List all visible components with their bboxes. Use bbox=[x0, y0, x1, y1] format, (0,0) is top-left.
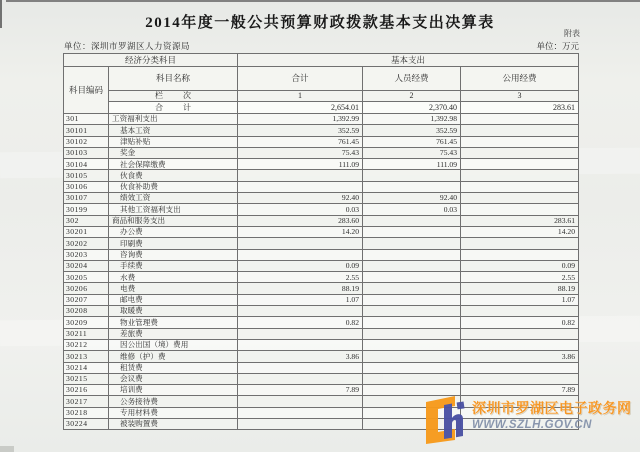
grand-total-row bbox=[64, 102, 579, 114]
personnel-cell bbox=[363, 373, 461, 384]
grand-total-sum: 2,654.01 bbox=[238, 102, 363, 114]
public-cell bbox=[461, 306, 579, 317]
subject-code-cell: 30203 bbox=[64, 249, 109, 260]
total-cell bbox=[238, 249, 363, 260]
subject-name-cell: 会议费 bbox=[109, 373, 238, 384]
column-index-3: 3 bbox=[461, 91, 579, 102]
subject-code-cell: 30106 bbox=[64, 181, 109, 192]
public-column-header: 公用经费 bbox=[461, 67, 579, 91]
subject-name-cell: 其他工资福利支出 bbox=[109, 204, 238, 215]
subject-name-cell: 手续费 bbox=[109, 260, 238, 271]
subject-code-cell: 30224 bbox=[64, 419, 109, 430]
total-cell: 0.82 bbox=[238, 317, 363, 328]
total-cell bbox=[238, 170, 363, 181]
column-index-2: 2 bbox=[363, 91, 461, 102]
total-cell bbox=[238, 407, 363, 418]
total-cell: 111.09 bbox=[238, 159, 363, 170]
public-cell bbox=[461, 204, 579, 215]
public-cell bbox=[461, 373, 579, 384]
subject-code-cell: 301 bbox=[64, 114, 109, 125]
table-row bbox=[64, 193, 579, 204]
subject-code-header: 科目编码 bbox=[64, 67, 109, 114]
personnel-cell bbox=[363, 351, 461, 362]
grand-total-label: 合 计 bbox=[109, 102, 238, 114]
column-index-label: 栏 次 bbox=[109, 91, 238, 102]
watermark-site-name: 深圳市罗湖区电子政务网 bbox=[472, 400, 632, 416]
table-row bbox=[64, 215, 579, 226]
personnel-cell bbox=[363, 260, 461, 271]
total-cell bbox=[238, 328, 363, 339]
public-cell bbox=[461, 181, 579, 192]
personnel-cell bbox=[363, 238, 461, 249]
personnel-column-header: 人员经费 bbox=[363, 67, 461, 91]
subject-name-cell: 取暖费 bbox=[109, 306, 238, 317]
total-cell: 283.60 bbox=[238, 215, 363, 226]
public-cell bbox=[461, 170, 579, 181]
total-cell bbox=[238, 373, 363, 384]
total-cell bbox=[238, 238, 363, 249]
subject-name-cell: 被装购置费 bbox=[109, 419, 238, 430]
subject-code-cell: 30201 bbox=[64, 226, 109, 237]
subject-name-cell: 因公出国（境）费用 bbox=[109, 339, 238, 350]
personnel-cell bbox=[363, 215, 461, 226]
table-row bbox=[64, 114, 579, 125]
subject-name-cell: 社会保障缴费 bbox=[109, 159, 238, 170]
public-cell: 88.19 bbox=[461, 283, 579, 294]
total-cell: 75.43 bbox=[238, 147, 363, 158]
table-body bbox=[64, 114, 579, 430]
scan-edge-top bbox=[6, 0, 640, 2]
table-row bbox=[64, 294, 579, 305]
personnel-cell bbox=[363, 226, 461, 237]
personnel-cell: 0.03 bbox=[363, 204, 461, 215]
personnel-cell bbox=[363, 170, 461, 181]
subject-code-cell: 30206 bbox=[64, 283, 109, 294]
personnel-cell bbox=[363, 339, 461, 350]
subject-name-cell: 津贴补贴 bbox=[109, 136, 238, 147]
watermark-site-url: WWW.SZLH.GOV.CN bbox=[472, 419, 592, 431]
subject-code-cell: 30211 bbox=[64, 328, 109, 339]
subject-name-cell: 印刷费 bbox=[109, 238, 238, 249]
grand-total-personnel: 2,370.40 bbox=[363, 102, 461, 114]
total-cell bbox=[238, 362, 363, 373]
personnel-cell bbox=[363, 181, 461, 192]
total-cell: 0.03 bbox=[238, 204, 363, 215]
site-watermark bbox=[422, 392, 640, 446]
personnel-cell: 352.59 bbox=[363, 125, 461, 136]
table-header-row bbox=[64, 67, 579, 91]
subject-code-cell: 30103 bbox=[64, 147, 109, 158]
subject-name-cell: 基本工资 bbox=[109, 125, 238, 136]
subject-code-cell: 30199 bbox=[64, 204, 109, 215]
subject-name-cell: 奖金 bbox=[109, 147, 238, 158]
total-cell: 0.09 bbox=[238, 260, 363, 271]
table-row bbox=[64, 226, 579, 237]
public-cell: 283.61 bbox=[461, 215, 579, 226]
subject-name-cell: 邮电费 bbox=[109, 294, 238, 305]
table-row bbox=[64, 147, 579, 158]
subject-code-cell: 30208 bbox=[64, 306, 109, 317]
table-row bbox=[64, 181, 579, 192]
subject-code-cell: 30102 bbox=[64, 136, 109, 147]
column-index-row bbox=[64, 91, 579, 102]
public-cell bbox=[461, 147, 579, 158]
public-cell: 2.55 bbox=[461, 272, 579, 283]
subject-code-cell: 30218 bbox=[64, 407, 109, 418]
total-cell bbox=[238, 339, 363, 350]
total-cell: 7.89 bbox=[238, 385, 363, 396]
column-index-1: 1 bbox=[238, 91, 363, 102]
total-cell: 3.86 bbox=[238, 351, 363, 362]
public-cell bbox=[461, 339, 579, 350]
total-column-header: 合计 bbox=[238, 67, 363, 91]
table-row bbox=[64, 170, 579, 181]
personnel-cell bbox=[363, 283, 461, 294]
total-cell bbox=[238, 181, 363, 192]
public-cell bbox=[461, 136, 579, 147]
subject-name-header: 科目名称 bbox=[109, 67, 238, 91]
subject-name-cell: 工资福利支出 bbox=[109, 114, 238, 125]
table-row bbox=[64, 306, 579, 317]
subject-name-cell: 专用材料费 bbox=[109, 407, 238, 418]
personnel-cell bbox=[363, 272, 461, 283]
subject-code-cell: 30216 bbox=[64, 385, 109, 396]
table-row bbox=[64, 238, 579, 249]
public-cell bbox=[461, 362, 579, 373]
reporting-unit-label: 单位：深圳市罗湖区人力资源局 bbox=[64, 41, 191, 51]
subject-name-cell: 公务接待费 bbox=[109, 396, 238, 407]
public-cell bbox=[461, 125, 579, 136]
subject-code-cell: 302 bbox=[64, 215, 109, 226]
table-row bbox=[64, 249, 579, 260]
table-row bbox=[64, 125, 579, 136]
total-cell: 761.45 bbox=[238, 136, 363, 147]
subject-code-cell: 30101 bbox=[64, 125, 109, 136]
total-cell: 1,392.99 bbox=[238, 114, 363, 125]
subject-name-cell: 培训费 bbox=[109, 385, 238, 396]
subject-code-cell: 30217 bbox=[64, 396, 109, 407]
basic-expense-group-header: 基本支出 bbox=[238, 54, 579, 67]
subject-code-cell: 30105 bbox=[64, 170, 109, 181]
public-cell bbox=[461, 159, 579, 170]
subject-code-cell: 30209 bbox=[64, 317, 109, 328]
total-cell bbox=[238, 419, 363, 430]
table-row bbox=[64, 362, 579, 373]
personnel-cell bbox=[363, 249, 461, 260]
public-cell bbox=[461, 238, 579, 249]
total-cell bbox=[238, 396, 363, 407]
personnel-cell: 1,392.98 bbox=[363, 114, 461, 125]
table-header-group-row bbox=[64, 54, 579, 67]
final-accounts-table bbox=[63, 53, 579, 430]
table-row bbox=[64, 159, 579, 170]
table-row bbox=[64, 260, 579, 271]
subject-code-cell: 30205 bbox=[64, 272, 109, 283]
econ-class-group-header: 经济分类科目 bbox=[64, 54, 238, 67]
public-cell bbox=[461, 114, 579, 125]
subject-name-cell: 维修（护）费 bbox=[109, 351, 238, 362]
subject-name-cell: 伙食费 bbox=[109, 170, 238, 181]
subject-code-cell: 30212 bbox=[64, 339, 109, 350]
public-cell: 3.86 bbox=[461, 351, 579, 362]
personnel-cell: 761.45 bbox=[363, 136, 461, 147]
personnel-cell: 92.40 bbox=[363, 193, 461, 204]
subject-code-cell: 30204 bbox=[64, 260, 109, 271]
subject-name-cell: 绩效工资 bbox=[109, 193, 238, 204]
subject-name-cell: 伙食补助费 bbox=[109, 181, 238, 192]
total-cell bbox=[238, 306, 363, 317]
subject-code-cell: 30215 bbox=[64, 373, 109, 384]
subject-name-cell: 办公费 bbox=[109, 226, 238, 237]
public-cell bbox=[461, 193, 579, 204]
public-cell: 0.09 bbox=[461, 260, 579, 271]
subject-code-cell: 30207 bbox=[64, 294, 109, 305]
public-cell bbox=[461, 328, 579, 339]
total-cell: 352.59 bbox=[238, 125, 363, 136]
subject-name-cell: 物业管理费 bbox=[109, 317, 238, 328]
scan-edge-bottom-left bbox=[0, 446, 14, 452]
public-cell: 7.89 bbox=[461, 385, 579, 396]
public-cell: 14.20 bbox=[461, 226, 579, 237]
public-cell: 1.07 bbox=[461, 294, 579, 305]
table-row bbox=[64, 339, 579, 350]
total-cell: 14.20 bbox=[238, 226, 363, 237]
personnel-cell bbox=[363, 294, 461, 305]
table-row bbox=[64, 351, 579, 362]
subject-name-cell: 商品和服务支出 bbox=[109, 215, 238, 226]
page-title: 2014年度一般公共预算财政拨款基本支出决算表 bbox=[145, 15, 495, 31]
personnel-cell bbox=[363, 317, 461, 328]
subject-name-cell: 电费 bbox=[109, 283, 238, 294]
grand-total-public: 283.61 bbox=[461, 102, 579, 114]
currency-unit-label: 单位：万元 bbox=[536, 41, 579, 51]
subject-code-cell: 30214 bbox=[64, 362, 109, 373]
table-row bbox=[64, 136, 579, 147]
table-row bbox=[64, 204, 579, 215]
subject-name-cell: 租赁费 bbox=[109, 362, 238, 373]
subject-code-cell: 30104 bbox=[64, 159, 109, 170]
personnel-cell: 75.43 bbox=[363, 147, 461, 158]
table-number-label: 附表 bbox=[564, 29, 580, 38]
table-row bbox=[64, 272, 579, 283]
personnel-cell bbox=[363, 362, 461, 373]
subject-name-cell: 水费 bbox=[109, 272, 238, 283]
personnel-cell bbox=[363, 306, 461, 317]
total-cell: 2.55 bbox=[238, 272, 363, 283]
total-cell: 1.07 bbox=[238, 294, 363, 305]
personnel-cell bbox=[363, 328, 461, 339]
subject-code-cell: 30213 bbox=[64, 351, 109, 362]
total-cell: 92.40 bbox=[238, 193, 363, 204]
public-cell bbox=[461, 249, 579, 260]
table-row bbox=[64, 373, 579, 384]
table-row bbox=[64, 328, 579, 339]
subject-code-cell: 30202 bbox=[64, 238, 109, 249]
subject-code-cell: 30107 bbox=[64, 193, 109, 204]
table-row bbox=[64, 317, 579, 328]
subject-name-cell: 差旅费 bbox=[109, 328, 238, 339]
table-row bbox=[64, 283, 579, 294]
total-cell: 88.19 bbox=[238, 283, 363, 294]
subject-name-cell: 咨询费 bbox=[109, 249, 238, 260]
lh-logo-icon bbox=[422, 392, 468, 444]
personnel-cell: 111.09 bbox=[363, 159, 461, 170]
public-cell: 0.82 bbox=[461, 317, 579, 328]
